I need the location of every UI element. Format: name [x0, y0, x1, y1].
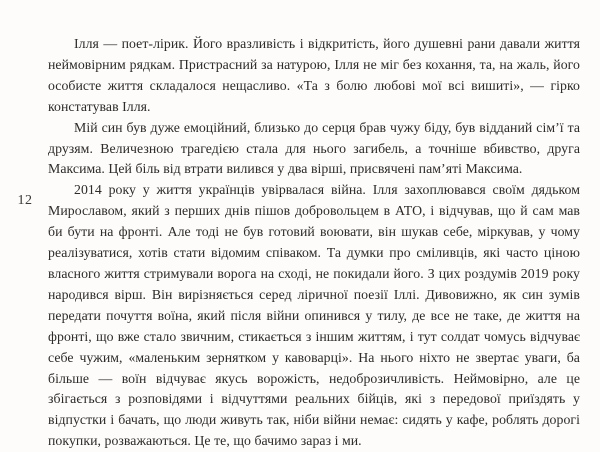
paragraph-son-memory: Мій син був дуже емоційний, близько до серця брав чужу біду, був відданий сім’ї та друзям. Величезною трагедією стала для нього загибель, а точніше вбивство, друга Максима. Цей біль від втрати вилився у два вірші, присвячені пам’яті Максима. [48, 119, 580, 177]
page-number: 12 [17, 193, 33, 208]
paragraph-war-poem: 2014 року у життя українців увірвалася війна. Ілля захоплювався своїм дядьком Мирославом, який з перших днів пішов добровольцем в АТО, і відчував, що й сам мав би бути на фронті. Але тоді не був готовий воювати, він шукав себе, міркував, у чому реалізуватися, хотів стати відомим співаком. Та думки про сміливців, які часто ціною власного життя стримували ворога на сході, не покидали його. З цих роздумів 2019 року народився вірш. Він вирізняється серед ліричної поезії Іллі. Дивовижно, як син зумів передати почуття воїна, який після війни опинився у тилу, де все не таке, де життя на фронті, що вже стало звичним, стикається з іншим життям, і тут солдат чомусь відчуває себе чужим, «маленьким зернятком у кавоварці». На нього ніхто не звертає уваги, ба більше — воїн відчуває якусь ворожість, недоброзичливість. Неймовірно, але це збігається з розповідями і відчуттями реальних бійців, які з передової приїздять у відпустки і бачать, що люди живуть так, ніби війни немає: сидять у кафе, роблять дорогі покупки, розважаються. Це те, що бачимо зараз і ми. [48, 182, 580, 449]
paragraph-intro: Ілля — поет-лірик. Його вразливість і відкритість, його душевні рани давали життя неймовірним рядкам. Пристрасний за натурою, Ілля не міг без кохання, та, на жаль, його особисте життя складалося нещасливо. «Та з болю любові мої всі вишиті», — гірко констатував Ілля. [48, 36, 580, 114]
text-block [48, 34, 580, 452]
